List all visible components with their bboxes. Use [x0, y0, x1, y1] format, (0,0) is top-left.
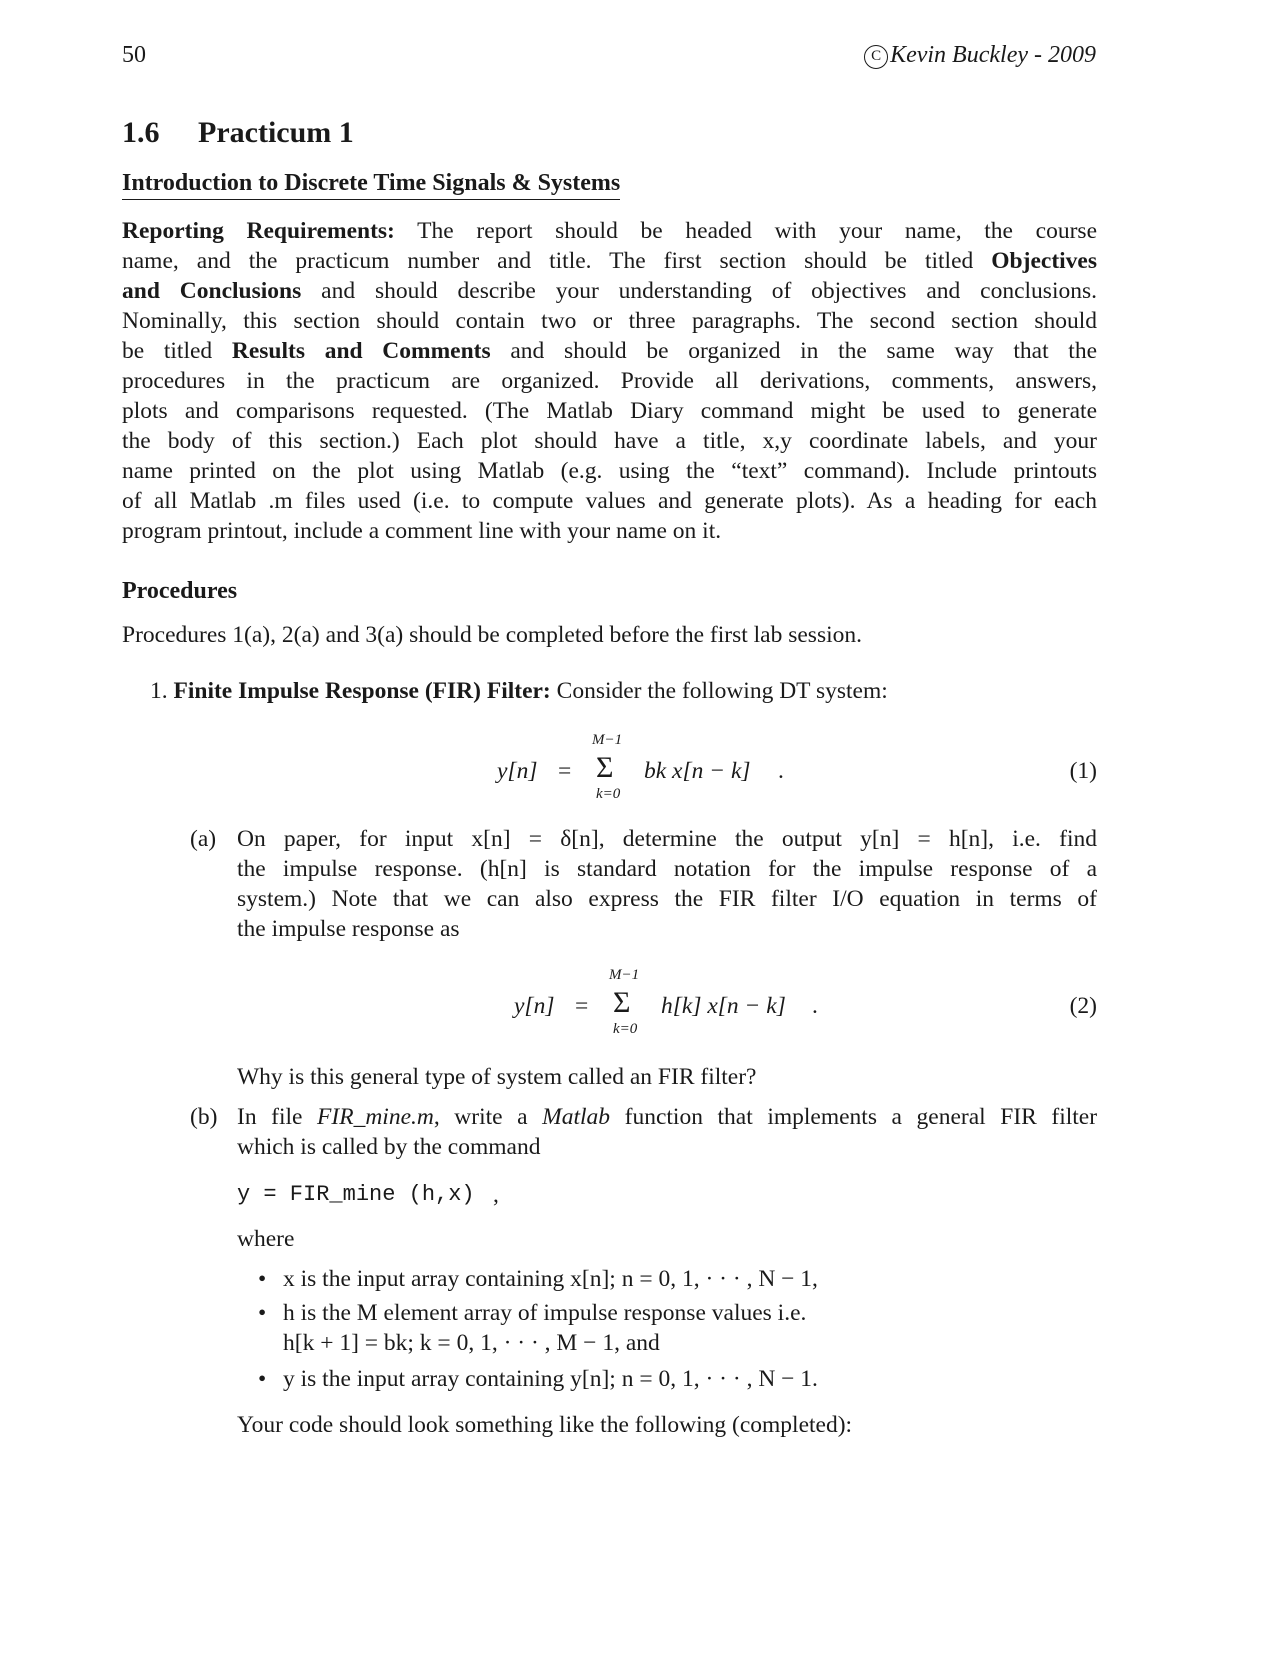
text-span: and should describe your understanding of objectives and conclusions.: [321, 278, 1097, 304]
bullet-text: y is the input array containing y[n]; n = 0, 1, · · · , N − 1.: [283, 1366, 818, 1392]
subitem-b-label: (b): [190, 1104, 218, 1130]
procedures-heading: Procedures: [122, 578, 238, 604]
eq2-lower-limit: k=0: [613, 1021, 638, 1037]
bullet-text: h is the M element array of impulse response values i.e.: [283, 1300, 807, 1326]
equation-2: [0, 957, 1280, 1047]
bullet-icon: •: [258, 1266, 267, 1292]
eq1-upper-limit: M−1: [592, 732, 623, 748]
page-number: 50: [122, 42, 146, 68]
paragraph-line: program printout, include a comment line with your name on it.: [122, 518, 722, 544]
code-comma: ,: [493, 1182, 499, 1208]
paragraph-line: plots and comparisons requested. (The Matlab Diary command might be used to generate: [122, 398, 1097, 424]
section-heading: [122, 118, 354, 148]
copyright-icon: C: [864, 45, 888, 69]
text-span: name, and the practicum number and title. The first section should be titled: [122, 248, 974, 274]
reporting-requirements-paragraph: [122, 216, 1097, 546]
eq1-lower-limit: k=0: [596, 786, 621, 802]
summation-icon: Σ: [613, 986, 631, 1019]
where-label: where: [237, 1226, 295, 1252]
section-number: 1.6: [122, 116, 160, 149]
file-name: FIR_mine.m: [317, 1104, 434, 1130]
subitem-b-text: [237, 1102, 1097, 1162]
text-span: , write a: [433, 1104, 528, 1130]
equation-number-1: (1): [1069, 758, 1097, 784]
eq1-equals: =: [558, 758, 572, 784]
paragraph-line: [237, 1102, 1097, 1132]
paragraph-line: of all Matlab .m files used (i.e. to compute values and generate plots). As a heading for each: [122, 488, 1097, 514]
equation-1: [0, 720, 1280, 810]
bullet-text: x is the input array containing x[n]; n = 0, 1, · · · , N − 1,: [283, 1266, 818, 1292]
paragraph-line: [122, 246, 1097, 276]
paragraph-line: system.) Note that we can also express the FIR filter I/O equation in terms of: [237, 886, 1097, 912]
paragraph-line: the impulse response as: [237, 916, 460, 942]
summation-icon: Σ: [596, 751, 614, 784]
eq2-upper-limit: M−1: [609, 967, 640, 983]
procedures-intro: Procedures 1(a), 2(a) and 3(a) should be completed before the first lab session.: [122, 622, 862, 648]
bold-term: Objectives: [991, 248, 1097, 274]
eq1-term: bk x[n − k]: [644, 758, 751, 784]
paragraph-line: [122, 276, 1097, 306]
item-number: 1.: [150, 678, 168, 704]
bullet-text-continued: h[k + 1] = bk; k = 0, 1, · · · , M − 1, and: [283, 1330, 660, 1356]
procedure-item-1: [150, 676, 888, 706]
section-title: Practicum 1: [198, 116, 354, 149]
paragraph-line: [122, 216, 1097, 246]
paragraph-line: the impulse response. (h[n] is standard notation for the impulse response of a: [237, 856, 1097, 882]
text-span: function that implements a general FIR filter: [624, 1104, 1098, 1130]
eq2-period: .: [812, 993, 818, 1019]
eq1-period: .: [778, 758, 784, 784]
paragraph-line: [122, 336, 1097, 366]
eq2-lhs: y[n]: [514, 993, 555, 1019]
eq2-equals: =: [575, 993, 589, 1019]
equation-number-2: (2): [1069, 993, 1097, 1019]
reporting-label: Reporting Requirements:: [122, 218, 395, 244]
paragraph-line: which is called by the command: [237, 1134, 541, 1160]
item-label: Finite Impulse Response (FIR) Filter:: [173, 678, 551, 704]
paragraph-line: the body of this section.) Each plot should have a title, x,y coordinate labels, and your: [122, 428, 1097, 454]
paragraph-line: Nominally, this section should contain two or three paragraphs. The second section should: [122, 308, 1097, 334]
eq2-term: h[k] x[n − k]: [661, 993, 786, 1019]
subitem-a-text: [237, 824, 1097, 944]
closing-text: Your code should look something like the following (completed):: [237, 1412, 853, 1438]
copyright-text: Kevin Buckley - 2009: [890, 42, 1096, 68]
section-subtitle: Introduction to Discrete Time Signals & Systems: [122, 168, 620, 200]
subitem-a-label: (a): [190, 826, 217, 852]
item-text: Consider the following DT system:: [556, 678, 888, 704]
bold-term: and Conclusions: [122, 278, 302, 304]
code-command: y = FIR_mine (h,x): [237, 1182, 475, 1207]
matlab-term: Matlab: [542, 1104, 611, 1130]
text-span: be titled: [122, 338, 213, 364]
copyright-notice: [864, 40, 1096, 71]
bullet-icon: •: [258, 1300, 267, 1326]
paragraph-line: On paper, for input x[n] = δ[n], determine the output y[n] = h[n], i.e. find: [237, 826, 1097, 852]
text-span: In file: [237, 1104, 303, 1130]
bullet-icon: •: [258, 1366, 267, 1392]
paragraph-line: procedures in the practicum are organized. Provide all derivations, comments, answers,: [122, 368, 1097, 394]
paragraph-line: name printed on the plot using Matlab (e.g. using the “text” command). Include printouts: [122, 458, 1097, 484]
eq1-lhs: y[n]: [497, 758, 538, 784]
bold-term: Results and Comments: [231, 338, 491, 364]
text-span: The report should be headed with your name, the course: [417, 218, 1097, 244]
text-span: and should be organized in the same way that the: [510, 338, 1098, 364]
why-question: Why is this general type of system called an FIR filter?: [237, 1064, 757, 1090]
